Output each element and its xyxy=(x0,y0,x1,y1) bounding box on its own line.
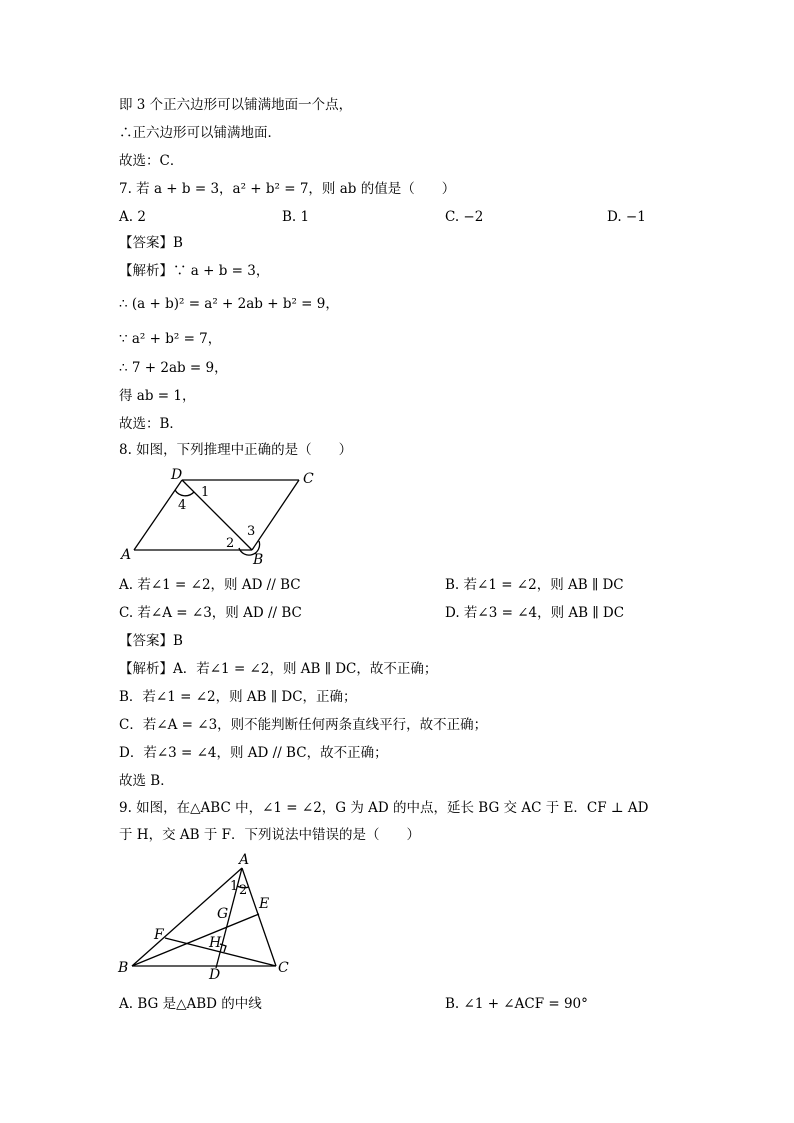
q7-solution-line: ∴ (a + b)² = a² + 2ab + b² = 9， xyxy=(119,296,339,312)
point-c-label: C xyxy=(278,960,289,976)
q7-solution-line: 得 ab = 1， xyxy=(119,388,196,404)
point-d-label: D xyxy=(209,967,221,980)
point-b-label: B xyxy=(253,552,264,565)
figure-9-triangle xyxy=(116,850,306,980)
point-d-label: D xyxy=(171,467,183,483)
q7-option-c: C. −2 xyxy=(445,209,484,225)
text-line: 故选：C． xyxy=(119,153,184,169)
point-h-label: H xyxy=(209,935,222,951)
q7-solution-line: ∴ 7 + 2ab = 9， xyxy=(119,360,228,376)
angle-4-label: 4 xyxy=(178,498,187,513)
angle-1-label: 1 xyxy=(230,879,239,894)
point-a-label: A xyxy=(121,547,132,563)
q8-option-b: B. 若∠1 = ∠2，则 AB ∥ DC xyxy=(445,577,624,593)
q8-option-c: C. 若∠A = ∠3，则 AD // BC xyxy=(119,605,302,621)
q7-option-d: D. −1 xyxy=(607,209,646,225)
q7-solution-line: 故选：B． xyxy=(119,416,183,432)
point-b-label: B xyxy=(118,960,129,976)
figure-8-parallelogram xyxy=(119,465,319,565)
q8-answer: 【答案】B xyxy=(119,633,183,649)
point-c-label: C xyxy=(303,471,314,487)
point-a-label: A xyxy=(239,852,250,868)
q7-solution-line: 【解析】∵ a + b = 3， xyxy=(119,263,270,279)
angle-3-label: 3 xyxy=(247,524,256,539)
question-9: 9. 如图，在△ABC 中，∠1 = ∠2，G 为 AD 的中点，延长 BG 交 AC 于 E．CF ⊥ AD xyxy=(119,800,649,816)
q8-option-a: A. 若∠1 = ∠2，则 AD // BC xyxy=(119,577,301,593)
q7-option-b: B. 1 xyxy=(282,209,310,225)
text-line: ∴正六边形可以铺满地面． xyxy=(119,125,281,141)
q8-solution-line: 故选 B． xyxy=(119,773,174,789)
text-line: 即 3 个正六边形可以铺满地面一个点， xyxy=(119,97,353,113)
question-9-cont: 于 H，交 AB 于 F．下列说法中错误的是（ ） xyxy=(119,827,420,843)
q8-solution-line: D．若∠3 = ∠4，则 AD // BC，故不正确； xyxy=(119,745,388,761)
q8-option-d: D. 若∠3 = ∠4，则 AB ∥ DC xyxy=(445,605,625,621)
question-8: 8. 如图，下列推理中正确的是（ ） xyxy=(119,442,353,458)
question-7: 7. 若 a + b = 3，a² + b² = 7，则 ab 的值是（ ） xyxy=(119,181,456,197)
q8-solution-line: 【解析】A．若∠1 = ∠2，则 AB ∥ DC，故不正确； xyxy=(119,661,438,677)
q8-solution-line: B．若∠1 = ∠2，则 AB ∥ DC，正确； xyxy=(119,689,357,705)
q7-option-a: A. 2 xyxy=(119,209,146,225)
point-g-label: G xyxy=(217,906,229,922)
angle-2-label: 2 xyxy=(239,883,248,898)
q7-answer: 【答案】B xyxy=(119,235,183,251)
q9-option-a: A. BG 是△ABD 的中线 xyxy=(119,996,262,1012)
q8-solution-line: C．若∠A = ∠3，则不能判断任何两条直线平行，故不正确； xyxy=(119,717,488,733)
point-f-label: F xyxy=(154,927,164,943)
point-e-label: E xyxy=(259,896,270,912)
angle-2-label: 2 xyxy=(226,536,235,551)
q9-option-b: B. ∠1 + ∠ACF = 90° xyxy=(445,996,588,1012)
angle-1-label: 1 xyxy=(201,485,210,500)
q7-solution-line: ∵ a² + b² = 7， xyxy=(119,331,222,347)
